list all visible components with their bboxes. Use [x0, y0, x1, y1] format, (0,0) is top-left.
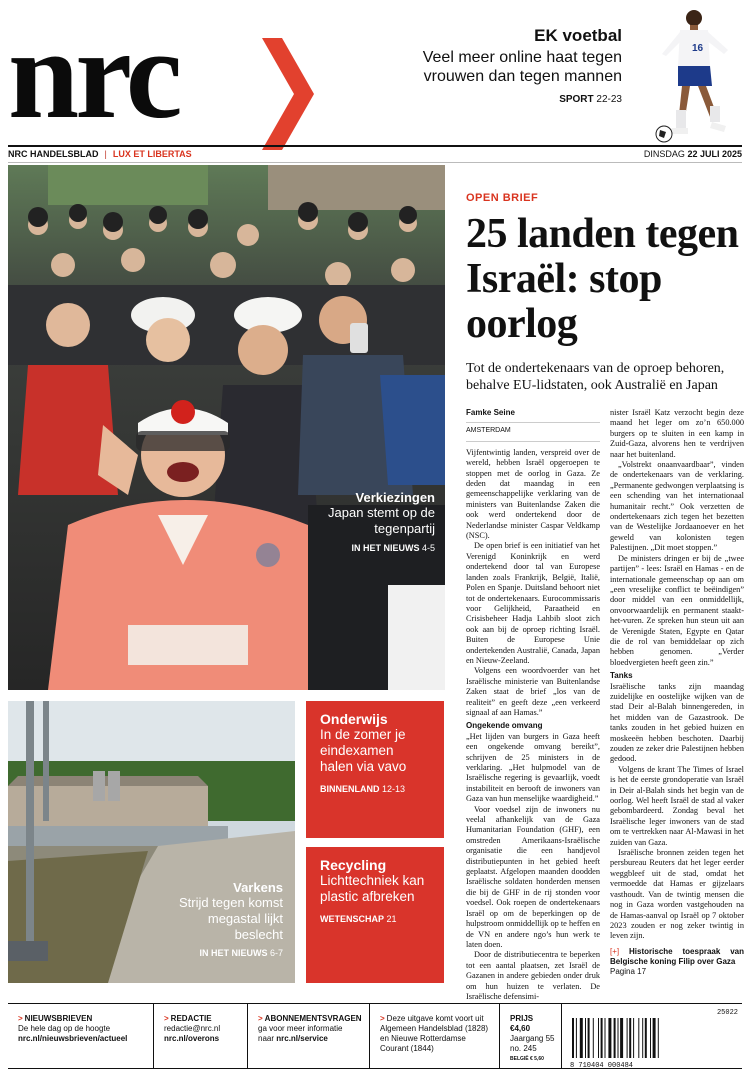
- paragraph: nister Israël Katz verzocht begin deze maand het leger om zo’n 650.000 burgers op te sluiten in een kamp in Zuid-Gaza, alvorens hen te verdrijven naar het buitenland.: [610, 408, 744, 459]
- teaser-headline: Recycling: [320, 857, 387, 873]
- footer-email[interactable]: redactie@nrc.nl: [164, 1024, 221, 1033]
- football-player-image: [632, 6, 744, 146]
- barcode-stripe: [633, 1018, 634, 1058]
- related-title: Historische toespraak van Belgische koning Filip over Gaza: [610, 946, 744, 966]
- paper-name: NRC HANDELSBLAD: [8, 149, 99, 159]
- paragraph: Israëlische tanks zijn maandag zuidelijke en oostelijke wijken van de stad Deir al-Balah binnengereden, in het midden van de Gazastrook. De tanks zouden in het gebied huizen en moskeeën hebben beschoten. Daarbij zouden ze zeker drie Palestijnen hebben gedood.: [610, 681, 744, 764]
- paragraph: Door de distributiecentra te beperken tot een aantal plaatsen, zet Israël de Gazanen in andere gebieden onder druk om hun huizen te verlaten. De Israëlische defensimi-: [466, 950, 600, 1001]
- related-marker: [+]: [610, 946, 620, 956]
- footer-subscriptions[interactable]: [248, 1004, 370, 1068]
- related-article-link[interactable]: [610, 947, 744, 977]
- arrow-icon: >: [380, 1014, 385, 1023]
- footer-link[interactable]: nrc.nl/overons: [164, 1034, 220, 1043]
- issue-date: DINSDAG 22 JULI 2025: [643, 149, 742, 159]
- svg-text:16: 16: [692, 43, 704, 54]
- footer-link[interactable]: nrc.nl/nieuwsbrieven/actueel: [18, 1034, 128, 1043]
- teaser-headline: Onderwijs: [320, 711, 388, 727]
- barcode-stripe: [608, 1018, 611, 1058]
- article-column-2: [610, 408, 744, 977]
- barcode-stripe: [658, 1018, 659, 1058]
- lead-kicker: OPEN BRIEF: [466, 192, 539, 204]
- caption-body: Japan stemt op de tegenpartij: [328, 505, 435, 536]
- crowd-illustration: [8, 165, 445, 690]
- footer-heritage: [370, 1004, 500, 1068]
- teaser-section: BINNENLAND 12-13: [320, 784, 406, 794]
- teaser-body: Lichttechniek kan plastic afbreken: [320, 873, 425, 904]
- arrow-icon: >: [258, 1014, 263, 1023]
- caption-section: IN HET NIEUWS 4-5: [351, 543, 435, 553]
- paragraph: Vijfentwintig landen, verspreid over de wereld, hebben Israël opgeroepen te stoppen met de oorlog in Gaza. Ze deden dat maandag in een gemeenschappelijke verklaring van de ministers van Buitenlandse Zaken die ook werd ondertekend door de Nederlandse minister Caspar Veldkamp (NSC).: [466, 447, 600, 541]
- barcode: [562, 1004, 742, 1068]
- barcode-stripe: [614, 1018, 616, 1058]
- footer-heritage-text: > Deze uitgave komt voort uit Algemeen Handelsblad (1828) en Nieuwe Rotterdamse Courant (1844): [380, 1014, 489, 1053]
- teaser-body: In de zomer je eindexamen halen via vavo: [320, 727, 407, 774]
- barcode-stripe: [638, 1018, 639, 1058]
- paper-motto: LUX ET LIBERTAS: [112, 149, 192, 159]
- top-teaser[interactable]: [422, 26, 622, 105]
- barcode-stripe: [627, 1018, 628, 1058]
- footer-price: [500, 1004, 562, 1068]
- barcode-top-number: 25022: [716, 1009, 738, 1017]
- barcode-stripe: [576, 1018, 577, 1058]
- issue-number: no. 245: [510, 1044, 537, 1053]
- footer-text: De hele dag op de hoogte: [18, 1024, 111, 1033]
- barcode-stripe: [650, 1018, 651, 1058]
- barcode-stripe: [605, 1018, 606, 1058]
- footer-link-line: naar nrc.nl/service: [258, 1034, 328, 1043]
- caption-headline: Verkiezingen: [355, 490, 435, 505]
- paragraph: „Het lijden van burgers in Gaza heeft een ongekende omvang bereikt”, schrijven de 25 ministers in de verklaring. „Het hulpmodel van de Israëlische regering is gevaarlijk, voedt instabiliteit en berooft de inwoners van Gaza van hun menselijke waardigheid.”: [466, 731, 600, 804]
- related-page: Pagina 17: [610, 966, 647, 976]
- paragraph: „Volstrekt onaanvaardbaar”, vinden de ondertekenaars van de verklaring. „Permanente gedwongen verplaatsing is een schending van het internationaal humanitair recht.” Ook verzetten de ondertekenaars zich tegen het bezetten van de Westelijke Jordaanoever en het geweld van kolonisten tegen Palestijnen. „Dit moet stoppen.”: [610, 460, 744, 553]
- paragraph: Voor voedsel zijn de inwoners nu veelal afhankelijk van de Gaza Humanitarian Foundation (GHF), een omstreden Amerikaans-Israëlische organisatie die een handjevol distributiepunten in het gebied heeft geplaatst. Afgelopen maanden doodden Israëlische soldaten honderden mensen die bij de GHF in de rij stonden voor voedsel. Ook roepen de ondertekenaars Israël op om de beperkingen op de hulpstroom onmiddellijk op te heffen en de VN en andere ngo’s hun werk te laten doen.: [466, 804, 600, 949]
- top-teaser-headline: EK voetbal: [534, 26, 622, 45]
- paragraph: De open brief is een initiatief van het Verenigd Koninkrijk en werd ondertekend door tal van Europese landen zoals Frankrijk, België, Italië, Polen en Spanje. Duitsland behoort niet tot de ondertekenaars. Eurocommissaris voor Gelijkheid, Paraatheid en Crisisbeheer Hadja Lahbib sloot zich ook aan bij de oproep richting Israël. Buiten de Europese Unie ondertekenden Australië, Canada, Japan en Nieuw-Zeeland.: [466, 541, 600, 665]
- teaser-box-recycling[interactable]: [306, 847, 444, 983]
- barcode-stripe: [598, 1018, 599, 1058]
- barcode-stripe: [645, 1018, 647, 1058]
- nrc-logo[interactable]: [8, 3, 308, 145]
- arrow-icon: >: [164, 1014, 169, 1023]
- paragraph: Volgens een woordvoerder van het Israëlische ministerie van Buitenlandse Zaken staat de brief „los van de realiteit” en geeft deze „een verkeerd signaal af aan Hamas.”: [466, 666, 600, 717]
- caption-headline: Varkens: [233, 880, 283, 895]
- paragraph: Volgens de krant The Times of Israel is het de eerste grondoperatie van Israël in Deir al-Balah sinds het begin van de oorlog. Wel heeft Israël de stad al vaker gebombardeerd. Zondag beval het Israëlische leger inwoners van de stad om te vertrekken naar Al-Mawasi in het zuiden van Gaza.: [610, 764, 744, 847]
- dateline-place: AMSTERDAM: [466, 423, 600, 441]
- article-column-1: [466, 408, 600, 1002]
- barcode-stripe: [572, 1018, 574, 1058]
- logo-wordmark: nrc: [8, 3, 179, 145]
- paragraph: De ministers dringen er bij de „twee partijen” - lees: Israël en Hamas - en de internationale gemeenschap op aan om „een vreselijke conflict te beëindigen” door middel van een onmiddellijk, onvoorwaardelijk en permanent staakt-het-vuren. Ze spreken hun steun uit aan de Verenigde Staten, Egypte en Qatar die de rol van bemiddelaar op zich hebben genomen. „Verder bloedvergieten heeft geen zin.”: [610, 553, 744, 667]
- logo-chevron-icon: [258, 38, 314, 150]
- lead-standfirst: Tot de ondertekenaars van de oproep behoren, behalve EU-lidstaten, ook Australië en Japan: [466, 361, 725, 393]
- dateline-bar: [8, 145, 742, 163]
- arrow-icon: >: [18, 1014, 23, 1023]
- paragraph: Israëlische bronnen zeiden tegen het persbureau Reuters dat het leger eerder weggbleef uit de stad, omdat het vermoedde dat Hamas er gijzelaars vasthoudt. Van de twintig mensen die nog in Gaza worden vastgehouden na de Hamas-aanval op Israël op 7 oktober 2023 zouden er nog zeker twintig in leven zijn.: [610, 848, 744, 941]
- footer-heading: > NIEUWSBRIEVEN: [18, 1014, 93, 1023]
- footer-text: ga voor meer informatie: [258, 1024, 343, 1033]
- barcode-stripe: [642, 1018, 643, 1058]
- footer-heading: > REDACTIE: [164, 1014, 212, 1023]
- footer-newsletters[interactable]: [8, 1004, 154, 1068]
- footer-heading: > ABONNEMENTSVRAGEN: [258, 1014, 362, 1023]
- barcode-bars: [570, 1018, 690, 1058]
- barcode-stripe: [618, 1018, 619, 1058]
- price-label: PRIJS €4,60: [510, 1014, 534, 1033]
- barcode-stripe: [620, 1018, 623, 1058]
- volume-year: Jaargang 55: [510, 1034, 555, 1043]
- pig-farm-photo[interactable]: [8, 701, 295, 983]
- lead-headline[interactable]: 25 landen tegen Israël: stop oorlog: [466, 211, 739, 347]
- photo-caption[interactable]: [317, 490, 435, 553]
- price-belgie: BELGIË € 5,60: [510, 1056, 544, 1062]
- pig-caption[interactable]: [163, 880, 283, 958]
- barcode-stripe: [593, 1018, 594, 1058]
- barcode-stripe: [585, 1018, 586, 1058]
- top-teaser-body: Veel meer online haat tegen vrouwen dan tegen mannen: [422, 49, 622, 85]
- election-crowd-photo[interactable]: [8, 165, 445, 690]
- caption-body: Strijd tegen komst megastal lijkt beslecht: [178, 895, 283, 942]
- teaser-box-onderwijs[interactable]: [306, 701, 444, 838]
- barcode-stripe: [653, 1018, 656, 1058]
- barcode-bottom-number: 8 710404 000484: [570, 1062, 634, 1070]
- teaser-section: WETENSCHAP 21: [320, 914, 397, 924]
- barcode-stripe: [580, 1018, 583, 1058]
- barcode-stripe: [601, 1018, 603, 1058]
- subhead: Ongekende omvang: [466, 721, 543, 731]
- subhead: Tanks: [610, 671, 633, 681]
- top-teaser-section: SPORT 22-23: [559, 94, 622, 105]
- barcode-stripe: [588, 1018, 590, 1058]
- barcode-stripe: [629, 1018, 631, 1058]
- footer-editorial[interactable]: [154, 1004, 248, 1068]
- dateline-separator: |: [104, 149, 107, 159]
- caption-section: IN HET NIEUWS 6-7: [199, 948, 283, 958]
- footer-link[interactable]: nrc.nl/service: [276, 1034, 328, 1043]
- footer-bar: [8, 1003, 742, 1069]
- byline: Famke Seine: [466, 408, 600, 423]
